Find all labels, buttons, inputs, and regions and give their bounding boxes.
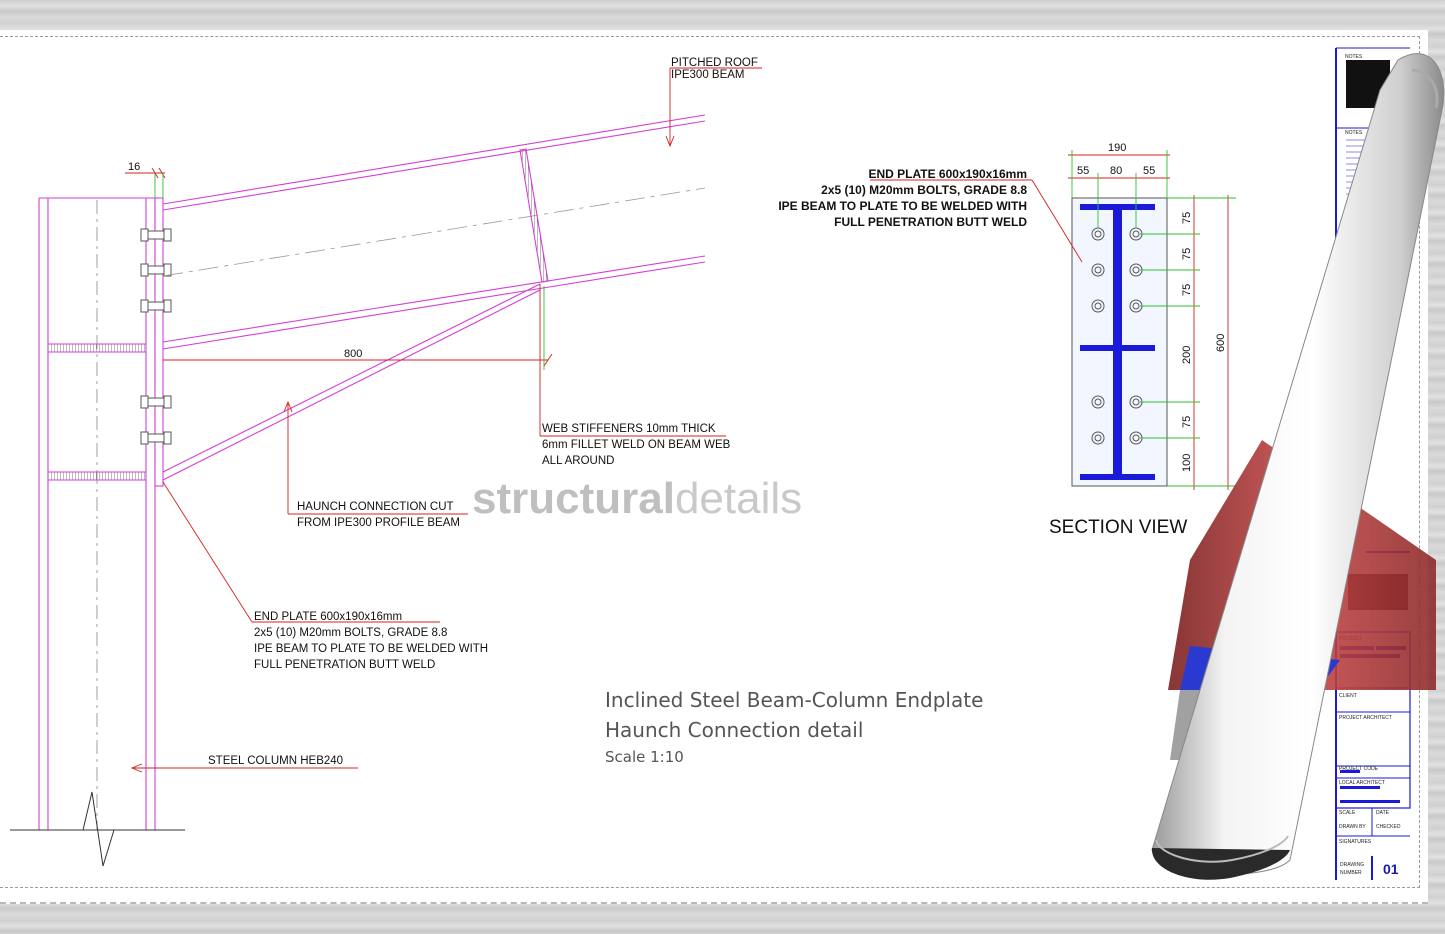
inclined-beam: [163, 115, 705, 349]
tb-signatures: SIGNATURES: [1339, 839, 1372, 845]
web-stiffeners-label-1: WEB STIFFENERS 10mm THICK: [542, 423, 716, 435]
pitched-roof-label-2: IPE300 BEAM: [671, 69, 745, 81]
section-dim-v1: 75: [1181, 211, 1193, 224]
tb-drawing-1: DRAWING: [1340, 862, 1364, 868]
haunch-label-1: HAUNCH CONNECTION CUT: [297, 501, 454, 513]
section-view-title: SECTION VIEW: [1049, 517, 1188, 538]
tb-drawing-number: 01: [1383, 861, 1399, 877]
end-plate-label-1: END PLATE 600x190x16mm: [254, 611, 403, 623]
pitched-roof-label-1: PITCHED ROOF: [671, 57, 758, 69]
section-dim-55b: 55: [1143, 165, 1156, 177]
section-dim-v2: 75: [1181, 247, 1193, 260]
column-break-line: [10, 792, 185, 866]
end-plate-label-3: IPE BEAM TO PLATE TO BE WELDED WITH: [254, 643, 489, 655]
drawing-scale: Scale 1:10: [605, 748, 684, 766]
haunch-label-2: FROM IPE300 PROFILE BEAM: [297, 517, 460, 529]
section-dim-v3: 75: [1181, 283, 1193, 296]
watermark: structuraldetails: [472, 474, 803, 523]
tb-checked: CHECKED: [1376, 824, 1401, 830]
section-note-4: FULL PENETRATION BUTT WELD: [834, 215, 1027, 229]
drawing-title-line-2: Haunch Connection detail: [605, 718, 864, 742]
web-stiffeners-leader: [540, 284, 726, 436]
tb-notes-1: NOTES: [1345, 54, 1363, 60]
section-note-1: END PLATE 600x190x16mm: [868, 167, 1027, 181]
tb-drawing-2: NUMBER: [1340, 870, 1362, 876]
section-dim-80: 80: [1110, 165, 1123, 177]
tb-client: CLIENT: [1339, 693, 1357, 699]
dim-16-label: 16: [128, 161, 141, 173]
section-note-2: 2x5 (10) M20mm BOLTS, GRADE 8.8: [821, 183, 1027, 197]
section-dim-total: 600: [1215, 333, 1227, 352]
rolled-paper-illustration: [1152, 54, 1444, 880]
section-dim-v6: 100: [1181, 453, 1193, 472]
column-label: STEEL COLUMN HEB240: [208, 755, 344, 767]
web-stiffener: [520, 149, 548, 282]
section-dim-190: 190: [1108, 142, 1127, 154]
section-dim-v4: 200: [1181, 345, 1193, 364]
haunch-leader: [284, 402, 468, 514]
end-plate: [155, 198, 163, 486]
tb-drawn-by: DRAWN BY: [1339, 824, 1366, 830]
web-stiffeners-label-2: 6mm FILLET WELD ON BEAM WEB: [542, 439, 731, 451]
tb-date: DATE: [1376, 810, 1389, 816]
section-note-3: IPE BEAM TO PLATE TO BE WELDED WITH: [778, 199, 1027, 213]
dim-800-label: 800: [344, 348, 363, 360]
section-dim-v5: 75: [1181, 415, 1193, 428]
tb-scale: SCALE: [1339, 810, 1356, 816]
tb-project-architect: PROJECT ARCHITECT: [1339, 715, 1392, 721]
steel-column: [39, 198, 155, 830]
web-stiffeners-label-3: ALL AROUND: [542, 455, 615, 467]
end-plate-label-4: FULL PENETRATION BUTT WELD: [254, 659, 436, 671]
section-dim-55a: 55: [1077, 165, 1090, 177]
tb-notes-2: NOTES: [1345, 130, 1363, 136]
tb-project-code: PROJECT CODE: [1339, 766, 1379, 772]
haunch: [163, 284, 540, 480]
end-plate-label-2: 2x5 (10) M20mm BOLTS, GRADE 8.8: [254, 627, 448, 639]
drawing-title-line-1: Inclined Steel Beam-Column Endplate: [605, 688, 984, 712]
tb-local-architect: LOCAL ARCHITECT: [1339, 780, 1385, 786]
section-plate: [1072, 198, 1167, 486]
